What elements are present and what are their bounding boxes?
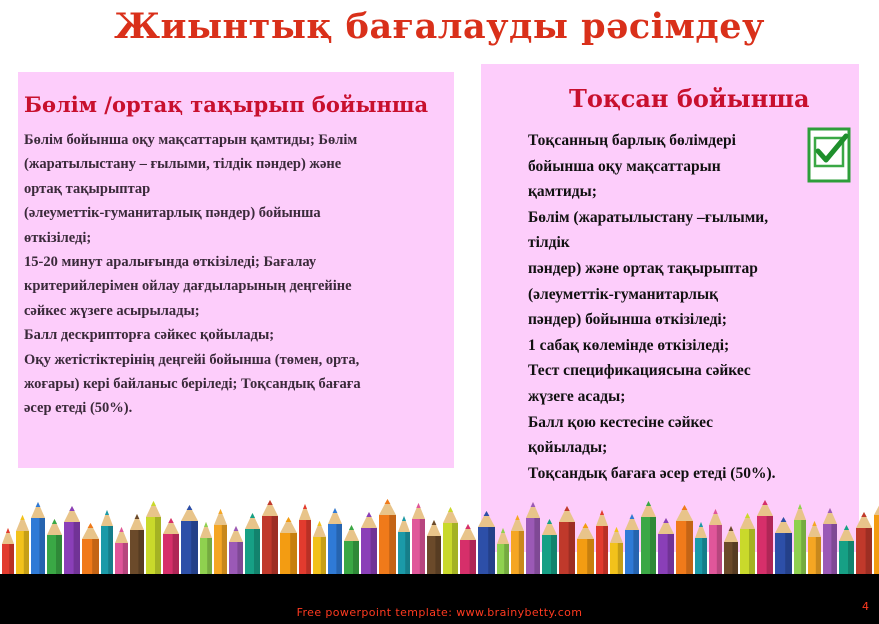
text-line: қамтиды; xyxy=(528,183,597,201)
text-line: бойынша оқу мақсаттарын xyxy=(528,157,721,175)
text-line: жоғары) кері байланыс беріледі; Тоқсандық бағаға xyxy=(24,375,361,392)
text-line: өткізіледі; xyxy=(24,229,92,246)
text-line: 1 сабақ көлемінде өткізіледі; xyxy=(528,336,730,354)
text-line: Тоқсандық бағаға әсер етеді (50%). xyxy=(528,464,776,482)
text-line: әсер етеді (50%). xyxy=(24,400,133,417)
text-line: критерийлерімен ойлау дағдыларының деңгейіне xyxy=(24,278,352,295)
text-line: Бөлім (жаратылыстану –ғылыми, xyxy=(528,208,769,226)
text-line: 15-20 минут аралығында өткізіледі; Бағалау xyxy=(24,253,317,270)
text-line: қойылады; xyxy=(528,439,608,457)
pencil xyxy=(379,499,396,586)
section-unit-heading: Бөлім /ортақ тақырып бойынша xyxy=(24,92,429,117)
text-line: сәйкес жүзеге асырылады; xyxy=(24,302,200,319)
slide-title: Жиынтық бағалауды рәсімдеу xyxy=(114,6,765,47)
page-number: 4 xyxy=(862,600,869,613)
text-line: Балл қою кестесіне сәйкес xyxy=(528,413,714,431)
colored-pencils xyxy=(0,490,879,586)
text-line: пәндер) бойынша өткізіледі; xyxy=(528,311,727,329)
text-line: пәндер) және ортақ тақырыптар xyxy=(528,259,758,277)
section-term-summary-box xyxy=(481,64,859,552)
footer-credit: Free powerpoint template: www.brainybetty.com xyxy=(296,606,583,619)
text-line: Тоқсанның барлық бөлімдері xyxy=(528,132,736,149)
text-line: (әлеуметтік-гуманитарлық пәндер) бойынша xyxy=(24,205,321,222)
section-unit-summary-box xyxy=(18,72,454,468)
text-line: жүзеге асады; xyxy=(528,387,626,405)
text-line: (жаратылыстану – ғылыми, тілдік пәндер) және xyxy=(24,156,342,173)
section-term-heading: Тоқсан бойынша xyxy=(569,84,810,113)
text-line: Бөлім бойынша оқу мақсаттарын қамтиды; Бөлім xyxy=(24,132,358,148)
text-line: Оқу жетістіктерінің деңгейі бойынша (төмен, орта, xyxy=(24,351,360,368)
text-line: Балл дескрипторға сәйкес қойылады; xyxy=(24,327,275,344)
green-check-icon xyxy=(806,126,852,184)
text-line: (әлеуметтік-гуманитарлық xyxy=(528,285,719,303)
text-line: ортақ тақырыптар xyxy=(24,180,151,197)
text-line: тілдік xyxy=(528,234,570,252)
text-line: Тест спецификациясына сәйкес xyxy=(528,362,751,380)
pencil xyxy=(874,499,879,586)
section-unit-text xyxy=(24,128,452,421)
